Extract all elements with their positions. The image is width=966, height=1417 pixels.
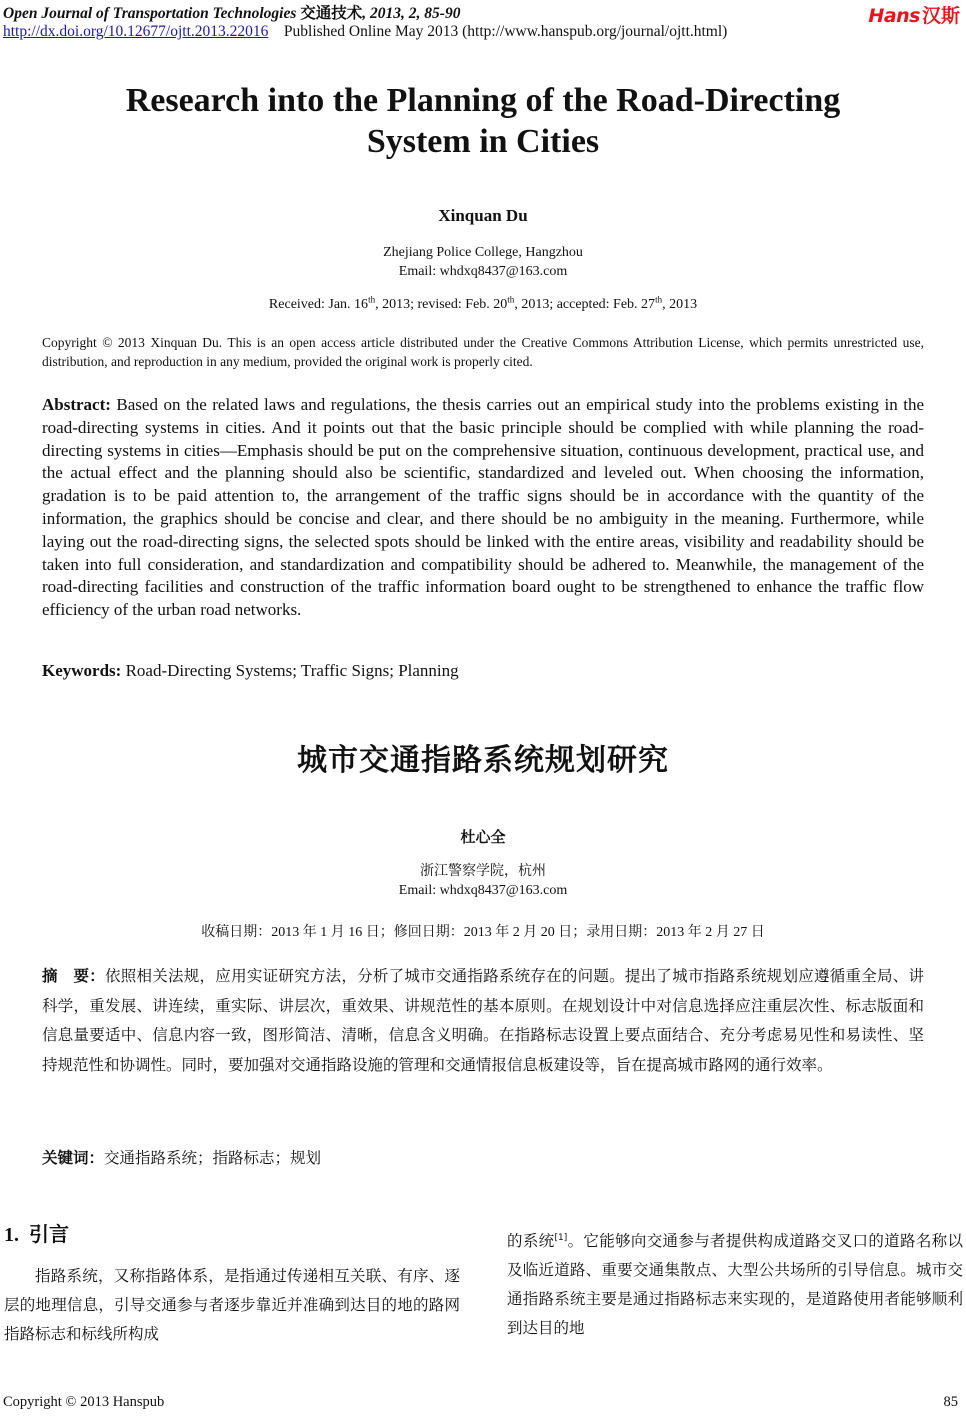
copyright-notice: Copyright © 2013 Xinquan Du. This is an open access article distributed under the Creative Commons Attribution License, which permits unrestricted use, distribution, and reproduction in any medium, provided the original work is properly cited. (42, 335, 924, 369)
paper-dates-cn: 收稿日期：2013 年 1 月 16 日；修回日期：2013 年 2 月 20 日；录用日期：2013 年 2 月 27 日 (201, 925, 765, 940)
journal-name-cn: 交通技术 (300, 5, 363, 22)
author-name-cn: 杜心全 (460, 828, 506, 846)
journal-header (3, 1, 460, 23)
section-number: 1. (4, 1224, 19, 1246)
body-column-right (507, 1227, 963, 1343)
author-affiliation-cn (0, 862, 966, 900)
superscript: th (368, 294, 376, 305)
journal-citation: , 2013, 2, 85-90 (362, 5, 461, 22)
hanspub-logo (868, 1, 960, 28)
footer-copyright: Copyright © 2013 Hanspub (3, 1394, 165, 1410)
page-number: 85 (943, 1394, 958, 1410)
keywords-text: Road-Directing Systems; Traffic Signs; Planning (121, 661, 459, 680)
citation-ref[interactable]: [1] (554, 1232, 568, 1243)
author-affiliation (0, 243, 966, 281)
logo-text-en: Hans (868, 5, 920, 27)
body-text: 的系统 (507, 1232, 555, 1250)
abstract-text: Based on the related laws and regulations, the thesis carries out an empirical study into the problems existing in the road-directing systems in cities. And it points out that the basic principle should be complied with while planning the road-directing systems in cities—Emphasis should be put on the comprehensive situation, continuous development, practical use, and the actual effect and the planning should also be scientific, standardized and leveled out. When choosing the information, gradation is to be paid attention to, the arrangement of the traffic signs should be in accordance with the quantity of the information, the graphics should be concise and clear, and there should be no ambiguity in the meaning. Furthermore, while laying out the road-directing signs, the selected spots should be linked with the entire areas, visibility and readability should be taken into full consideration, and standardization and compatibility should be adhered to. Meanwhile, the management of the road-directing facilities and construction of the traffic information board ought to be strengthened to enhance the traffic flow efficiency of the urban road networks. (42, 395, 924, 620)
title-line-2: System in Cities (366, 123, 600, 160)
publication-line (3, 23, 727, 41)
date-tail: , 2013 (662, 297, 698, 312)
affiliation-cn: 浙江警察学院，杭州 (420, 864, 546, 879)
paper-dates (0, 294, 966, 313)
author-name: Xinquan Du (438, 206, 528, 225)
superscript: th (655, 294, 663, 305)
body-text: 。它能够向交通参与者提供构成道路交叉口的道路名称以及临近道路、重要交通集散点、大型公共场所的引导信息。城市交通指路系统主要是通过指路标志来实现的，是道路使用者能够顺利到达目的地 (507, 1232, 963, 1337)
abstract-en (42, 394, 924, 622)
received-date: Received: Jan. 16 (268, 297, 369, 312)
abstract-cn (42, 962, 924, 1080)
body-column-left: 指路系统，又称指路体系，是指通过传递相互关联、有序、逐层的地理信息，引导交通参与者逐步靠近并准确到达目的地的路网指路标志和标线所构成 (4, 1267, 460, 1343)
keywords-label-cn: 关键词： (42, 1149, 105, 1167)
abstract-label: Abstract: (42, 395, 111, 414)
published-info: Published Online May 2013 (http://www.hanspub.org/journal/ojtt.html) (283, 23, 728, 40)
keywords-cn (42, 1146, 321, 1168)
section-heading (4, 1218, 69, 1247)
keywords-label: Keywords: (42, 661, 122, 680)
revised-date: , 2013; revised: Feb. 20 (375, 297, 508, 312)
keywords-en (42, 661, 459, 681)
accepted-date: , 2013; accepted: Feb. 27 (514, 297, 656, 312)
affiliation: Zhejiang Police College, Hangzhou (383, 245, 583, 260)
paper-title (0, 80, 966, 162)
doi-link[interactable]: http://dx.doi.org/10.12677/ojtt.2013.22016 (3, 23, 269, 40)
keywords-text-cn: 交通指路系统；指路标志；规划 (104, 1149, 322, 1167)
abstract-label-cn: 摘 要： (42, 967, 106, 985)
title-line-1: Research into the Planning of the Road-Directing (125, 82, 841, 119)
superscript: th (507, 294, 515, 305)
section-title: 引言 (29, 1222, 69, 1246)
abstract-text-cn: 依照相关法规，应用实证研究方法，分析了城市交通指路系统存在的问题。提出了城市指路系统规划应遵循重全局、讲科学，重发展、讲连续，重实际、讲层次，重效果、讲规范性的基本原则。在规划设计中对信息选择应注重层次性、标志版面和信息量要适中、信息内容一致，图形简洁、清晰，信息含义明确。在指路标志设置上要点面结合、充分考虑易见性和易读性、坚持规范性和协调性。同时，要加强对交通指路设施的管理和交通情报信息板建设等，旨在提高城市路网的通行效率。 (42, 967, 924, 1074)
author-email-cn: Email: whdxq8437@163.com (398, 883, 568, 898)
journal-name: Open Journal of Transportation Technologies (3, 5, 297, 22)
paper-title-cn: 城市交通指路系统规划研究 (297, 743, 669, 778)
logo-text-cn: 汉斯 (921, 5, 960, 27)
author-email: Email: whdxq8437@163.com (398, 264, 568, 279)
